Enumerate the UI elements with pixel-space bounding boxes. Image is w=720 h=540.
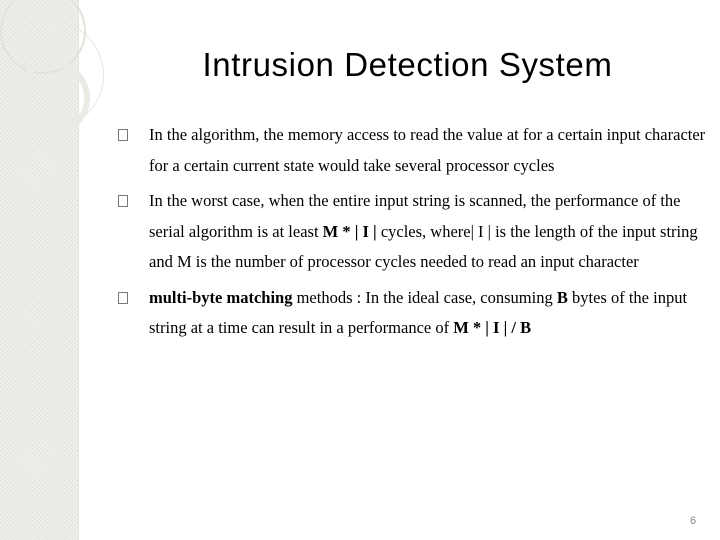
bullet-item [118, 186, 708, 278]
bullet-item [118, 283, 708, 344]
square-bullet-icon [118, 129, 128, 141]
bullet-text: cycles, where| I | is the length of the input string and M is the number of processor cycles needed to read an input character [149, 221, 698, 271]
bullet-text: bytes of the input string at a time can result in a performance of [149, 287, 688, 337]
bullet-text: In the worst case, when the entire input string is scanned, the performance of the serial algorithm is at least [149, 191, 681, 241]
bullet-item [118, 120, 708, 181]
bullet-bold-text: M * | I | / B [453, 318, 532, 337]
square-bullet-icon [118, 292, 128, 304]
slide-title: Intrusion Detection System [202, 46, 613, 83]
bullet-bold-text: B [556, 287, 568, 307]
page-number: 6 [690, 515, 697, 527]
bullet-bold-text: M * | I | [322, 221, 377, 241]
square-bullet-icon [118, 195, 128, 207]
bullet-bold-text: multi-byte matching [149, 287, 293, 307]
bullet-list [118, 120, 708, 344]
bullet-text: In the algorithm, the memory access to read the value at for a certain input character for a certain current state would take several processor cycles [149, 125, 706, 175]
bullet-text: methods : In the ideal case, consuming [292, 287, 557, 307]
